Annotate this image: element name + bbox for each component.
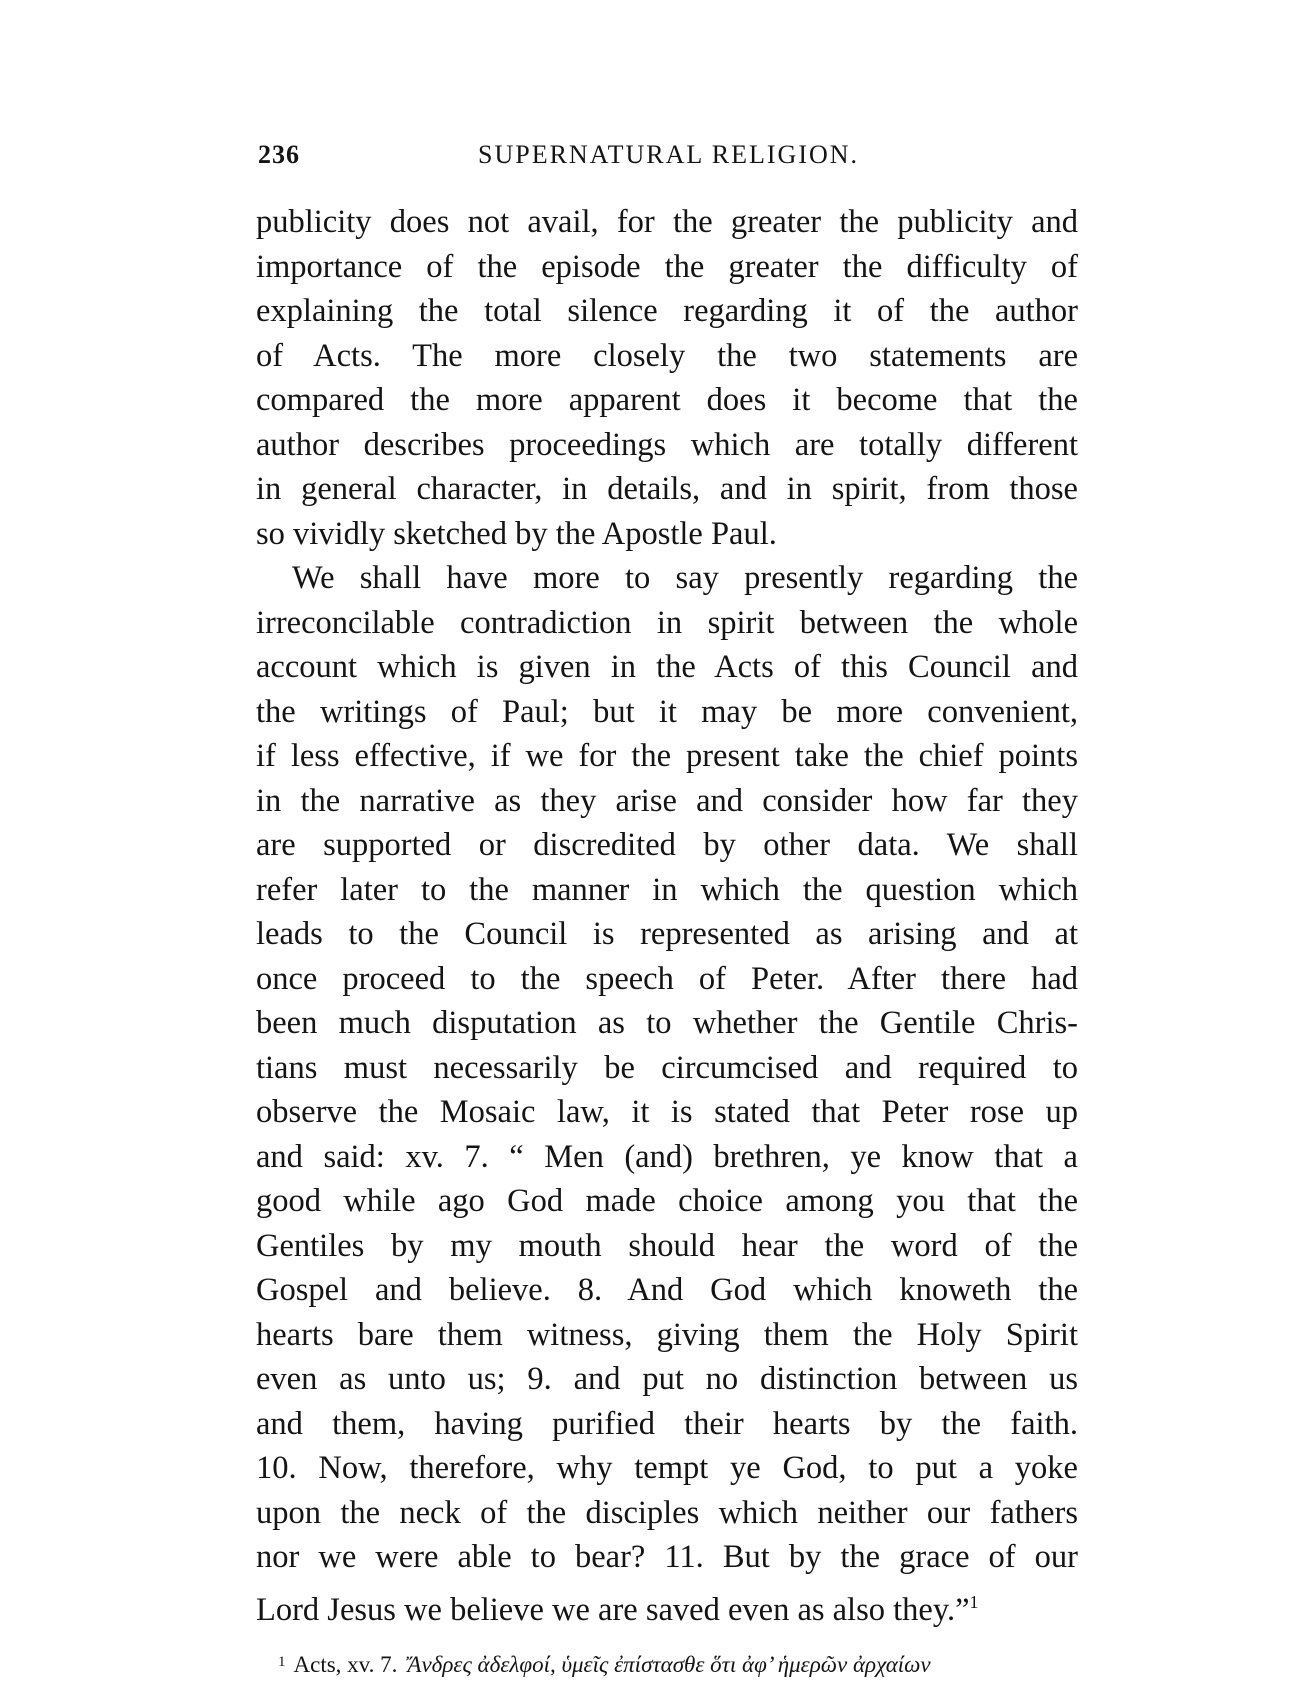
text-line: are supported or discredited by other data. We shall (256, 827, 1078, 863)
text-line-final (256, 1580, 1078, 1628)
text-line: compared the more apparent does it become that the (256, 382, 1078, 418)
text-line: even as unto us; 9. and put no distinction between us (256, 1361, 1078, 1397)
text-line: good while ago God made choice among you that the (256, 1183, 1078, 1219)
footnote-greek-text: Ἄνδρες ἀδελφοί, ὑμεῖς ἐπίστασθε ὅτι ἀφ’ ἡμερῶν ἀρχαίων (407, 1652, 931, 1677)
text-line: author describes proceedings which are totally different (256, 426, 1078, 463)
text-line: of Acts. The more closely the two statements are (256, 337, 1078, 374)
text-line: so vividly sketched by the Apostle Paul. (256, 515, 777, 552)
text-line: hearts bare them witness, giving them the Holy Spirit (256, 1316, 1078, 1353)
text-line: importance of the episode the greater the difficulty of (256, 248, 1078, 285)
text-line: refer later to the manner in which the question which (256, 871, 1078, 908)
text-line: been much disputation as to whether the Gentile Chris- (256, 1005, 1078, 1041)
text-line: observe the Mosaic law, it is stated that Peter rose up (256, 1094, 1078, 1130)
text-line: account which is given in the Acts of this Council and (256, 649, 1078, 685)
text-line: and them, having purified their hearts by the faith. (256, 1405, 1078, 1442)
text-line: in the narrative as they arise and consider how far they (256, 782, 1078, 819)
final-line-text: Lord Jesus we believe we are saved even as also they.” (256, 1591, 970, 1628)
text-line: Gentiles by my mouth should hear the word of the (256, 1227, 1078, 1264)
text-line: in general character, in details, and in spirit, from those (256, 471, 1078, 507)
footnote-marker: 1 (278, 1654, 286, 1670)
text-line: nor we were able to bear? 11. But by the grace of our (256, 1539, 1078, 1575)
text-line: 10. Now, therefore, why tempt ye God, to put a yoke (256, 1450, 1078, 1486)
body-text (256, 200, 1078, 1628)
text-line: explaining the total silence regarding it of the author (256, 293, 1078, 329)
text-line: publicity does not avail, for the greater the publicity and (256, 204, 1078, 240)
text-line: Gospel and believe. 8. And God which knoweth the (256, 1272, 1078, 1308)
text-line: once proceed to the speech of Peter. After there had (256, 960, 1078, 997)
text-line: and said: xv. 7. “ Men (and) brethren, ye know that a (256, 1138, 1078, 1175)
book-title: SUPERNATURAL RELIGION. (478, 140, 860, 169)
text-line: if less effective, if we for the present take the chief points (256, 738, 1078, 774)
text-line: We shall have more to say presently regarding the (292, 560, 1078, 596)
page-number: 236 (258, 140, 300, 169)
text-line: irreconcilable contradiction in spirit between the whole (256, 604, 1078, 641)
text-line: tians must necessarily be circumcised and required to (256, 1049, 1078, 1086)
text-line: the writings of Paul; but it may be more convenient, (256, 693, 1078, 730)
footnote-reference[interactable]: 1 (969, 1591, 979, 1612)
text-line: upon the neck of the disciples which neither our fathers (256, 1494, 1078, 1531)
footnote (278, 1652, 1078, 1678)
footnote-citation: Acts, xv. 7. (293, 1652, 398, 1677)
text-line: leads to the Council is represented as arising and at (256, 916, 1078, 952)
running-head (258, 140, 1078, 180)
